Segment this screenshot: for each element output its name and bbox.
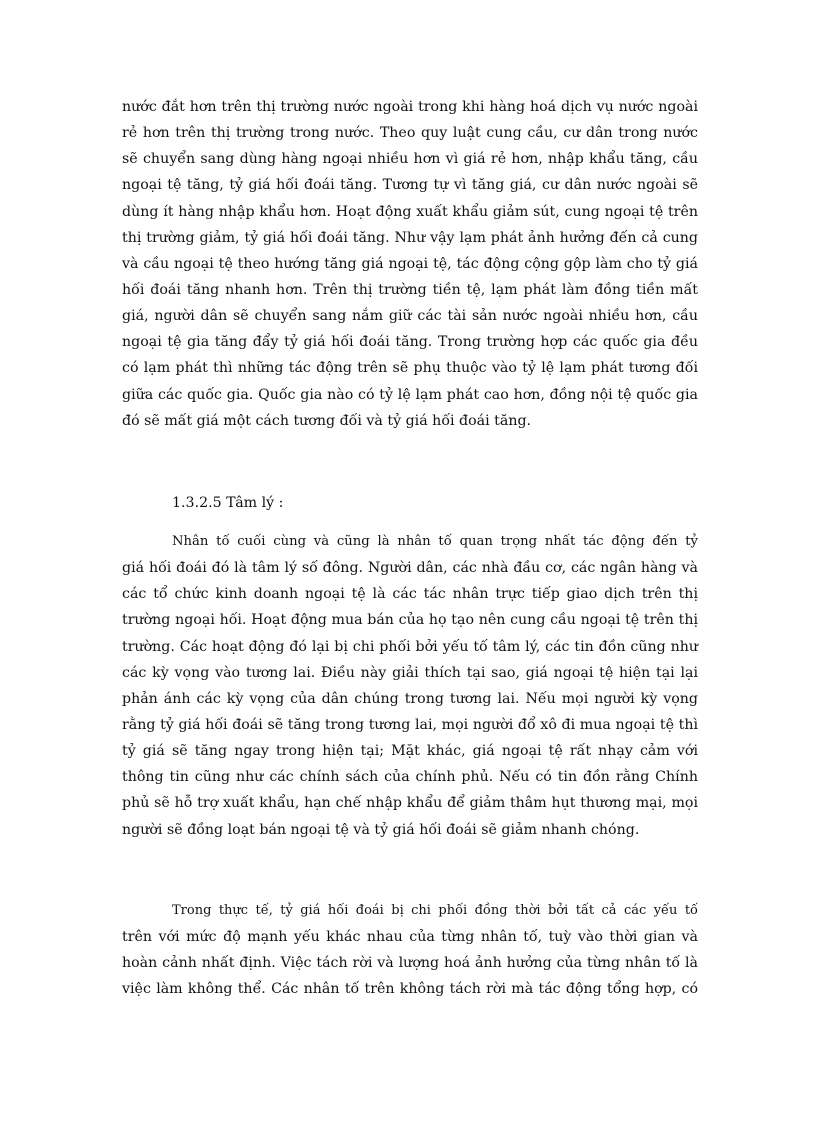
text-line: hối đoái tăng nhanh hơn. Trên thị trường tiền tệ, lạm phát làm đồng tiền mất xyxy=(122,281,698,298)
text-line: trường. Các hoạt động đó lại bị chi phối bởi yếu tố tâm lý, các tin đồn cũng như xyxy=(122,638,698,655)
text-line: thông tin cũng như các chính sách của chính phủ. Nếu có tin đồn rằng Chính xyxy=(122,769,698,786)
section-heading: 1.3.2.5 Tâm lý : xyxy=(172,495,284,511)
text-line: giữa các quốc gia. Quốc gia nào có tỷ lệ lạm phát cao hơn, đồng nội tệ quốc gia xyxy=(122,386,698,403)
text-line: đó sẽ mất giá một cách tương đối và tỷ giá hối đoái tăng. xyxy=(122,412,532,429)
text-line: giá hối đoái đó là tâm lý số đông. Người dân, các nhà đầu cơ, các ngân hàng và xyxy=(122,560,698,577)
text-line: Nhân tố cuối cùng và cũng là nhân tố quan trọng nhất tác động đến tỷ xyxy=(172,534,698,549)
text-line: rẻ hơn trên thị trường trong nước. Theo quy luật cung cầu, cư dân trong nước xyxy=(122,125,698,142)
text-line: dùng ít hàng nhập khẩu hơn. Hoạt động xuất khẩu giảm sút, cung ngoại tệ trên xyxy=(122,203,698,220)
text-line: trên với mức độ mạnh yếu khác nhau của từng nhân tố, tuỳ vào thời gian và xyxy=(122,929,698,946)
text-line: các kỳ vọng vào tương lai. Điều này giải thích tại sao, giá ngoại tệ hiện tại lại xyxy=(122,664,698,681)
text-line: ngoại tệ gia tăng đẩy tỷ giá hối đoái tăng. Trong trường hợp các quốc gia đều xyxy=(122,334,698,351)
text-line: tỷ giá sẽ tăng ngay trong hiện tại; Mặt khác, giá ngoại tệ rất nhạy cảm với xyxy=(122,743,698,760)
text-line: nước đắt hơn trên thị trường nước ngoài trong khi hàng hoá dịch vụ nước ngoài xyxy=(122,99,698,115)
text-line: giá, người dân sẽ chuyển sang nắm giữ các tài sản nước ngoài nhiều hơn, cầu xyxy=(122,308,698,325)
text-line: thị trường giảm, tỷ giá hối đoái tăng. Như vậy lạm phát ảnh hưởng đến cả cung xyxy=(122,229,698,246)
text-line: trường ngoại hối. Hoạt động mua bán của họ tạo nên cung cầu ngoại tệ trên thị xyxy=(122,612,698,629)
text-line: hoàn cảnh nhất định. Việc tách rời và lượng hoá ảnh hưởng của từng nhân tố là xyxy=(122,955,698,972)
text-line: việc làm không thể. Các nhân tố trên không tách rời mà tác động tổng hợp, có xyxy=(122,981,698,998)
paragraph-psychology xyxy=(122,529,698,843)
text-line: sẽ chuyển sang dùng hàng ngoại nhiều hơn vì giá rẻ hơn, nhập khẩu tăng, cầu xyxy=(122,151,698,168)
text-line: phủ sẽ hỗ trợ xuất khẩu, hạn chế nhập khẩu để giảm thâm hụt thương mại, mọi xyxy=(122,795,698,812)
text-line: có lạm phát thì những tác động trên sẽ phụ thuộc vào tỷ lệ lạm phát tương đối xyxy=(122,360,698,377)
text-line: người sẽ đồng loạt bán ngoại tệ và tỷ giá hối đoái sẽ giảm nhanh chóng. xyxy=(122,821,640,838)
text-line: phản ánh các kỳ vọng của dân chúng trong tương lai. Nếu mọi người kỳ vọng xyxy=(122,690,698,707)
text-line: ngoại tệ tăng, tỷ giá hối đoái tăng. Tương tự vì tăng giá, cư dân nước ngoài sẽ xyxy=(122,177,698,194)
text-line: rằng tỷ giá hối đoái sẽ tăng trong tương lai, mọi người đổ xô đi mua ngoại tệ thì xyxy=(122,716,698,733)
text-line: và cầu ngoại tệ theo hướng tăng giá ngoại tệ, tác động cộng gộp làm cho tỷ giá xyxy=(122,255,698,272)
text-line: Trong thực tế, tỷ giá hối đoái bị chi phối đồng thời bởi tất cả các yếu tố xyxy=(172,903,698,918)
paragraph-conclusion xyxy=(122,898,698,1003)
paragraph-inflation-continued xyxy=(122,94,698,434)
text-line: các tổ chức kinh doanh ngoại tệ là các tác nhân trực tiếp giao dịch trên thị xyxy=(122,586,698,603)
